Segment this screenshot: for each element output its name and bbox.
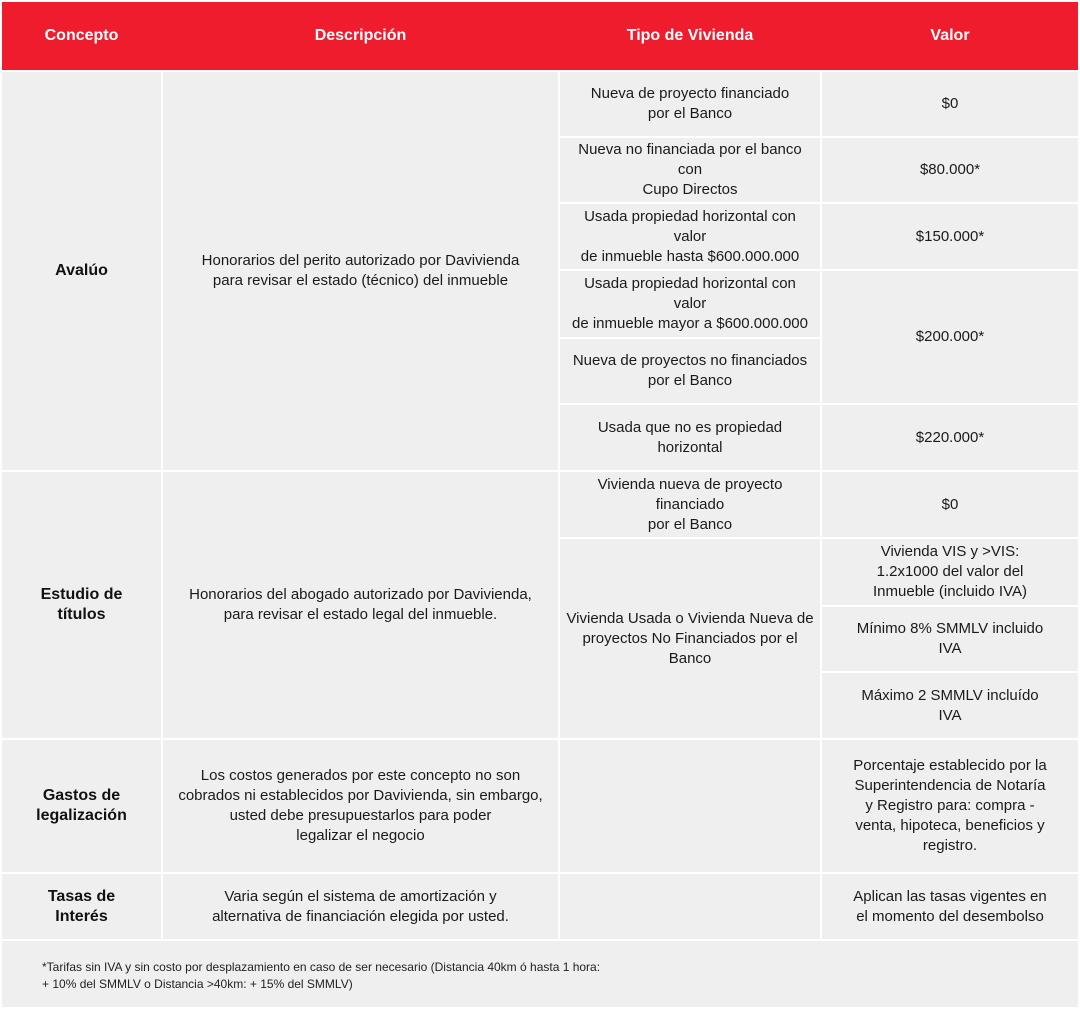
valor-cell xyxy=(822,740,1078,872)
tipo-vivienda-cell xyxy=(560,539,820,738)
valor-cell xyxy=(822,405,1078,470)
valor-line: Máximo 2 SMMLV incluído xyxy=(861,686,1039,704)
tipo-vivienda-cell xyxy=(560,138,820,202)
tipo-line: Banco xyxy=(668,649,712,667)
valor-line: IVA xyxy=(938,706,962,724)
tipo-vivienda-cell xyxy=(560,204,820,269)
tipo-line: Vivienda Usada o Vivienda Nueva de xyxy=(566,609,814,627)
tipo-vivienda-cell xyxy=(560,271,820,337)
descripcion-line: Honorarios del abogado autorizado por Davivienda, xyxy=(189,586,532,603)
descripcion-tasas-interes xyxy=(163,874,558,939)
valor-line: y Registro para: compra - xyxy=(865,797,1035,814)
valor-line: el momento del desembolso xyxy=(856,907,1044,925)
footnote-line: + 10% del SMMLV o Distancia >40km: + 15% del SMMLV) xyxy=(42,977,353,991)
tipo-vivienda-cell xyxy=(560,472,820,537)
valor-line: Superintendencia de Notaría xyxy=(854,777,1046,794)
tipo-vivienda-cell xyxy=(560,405,820,470)
footnote-line: *Tarifas sin IVA y sin costo por desplazamiento en caso de ser necesario (Distancia 40km ó hasta 1 hora: xyxy=(42,960,601,974)
valor-line: Porcentaje establecido por la xyxy=(853,757,1047,774)
header-descripcion: Descripción xyxy=(314,27,407,44)
descripcion-line: legalizar el negocio xyxy=(296,827,425,844)
valor-text: $150.000* xyxy=(915,227,985,245)
valor-cell xyxy=(822,472,1078,537)
tipo-vivienda-cell xyxy=(560,339,820,403)
valor-cell xyxy=(822,874,1078,939)
footnote xyxy=(2,941,1078,1007)
header-tipo-vivienda: Tipo de Vivienda xyxy=(626,27,754,44)
valor-line: Aplican las tasas vigentes en xyxy=(853,887,1047,905)
valor-cell xyxy=(822,271,1078,403)
concepto-line: Tasas de xyxy=(47,887,116,905)
valor-cell xyxy=(822,204,1078,269)
valor-line: registro. xyxy=(922,837,978,854)
descripcion-line: Honorarios del perito autorizado por Davivienda xyxy=(201,252,520,269)
descripcion-line: para revisar el estado (técnico) del inmueble xyxy=(212,272,509,289)
tipo-vivienda-cell xyxy=(560,72,820,136)
descripcion-line: para revisar el estado legal del inmueble. xyxy=(223,606,498,623)
tipo-line: por el Banco xyxy=(647,105,733,122)
valor-line: Inmueble (incluido IVA) xyxy=(873,583,1027,600)
tipo-line: proyectos No Financiados por el xyxy=(582,629,798,647)
valor-text: $80.000* xyxy=(919,161,981,178)
header-valor: Valor xyxy=(930,27,970,44)
valor-cell xyxy=(822,607,1078,671)
concepto-line: Interés xyxy=(55,907,108,925)
descripcion-line: usted debe presupuestarlos para poder xyxy=(229,807,492,824)
descripcion-avaluo xyxy=(163,72,558,470)
concepto-avaluo xyxy=(2,72,161,470)
valor-cell xyxy=(822,138,1078,202)
tipo-line: Cupo Directos xyxy=(642,181,738,198)
tipo-line: Usada propiedad horizontal con valor xyxy=(584,207,796,245)
valor-line: 1.2x1000 del valor del xyxy=(876,563,1024,580)
valor-text: $0 xyxy=(941,495,959,513)
tipo-vivienda-cell-empty xyxy=(560,874,820,939)
descripcion-line: alternativa de financiación elegida por usted. xyxy=(212,907,509,925)
descripcion-line: Varia según el sistema de amortización y xyxy=(224,887,497,905)
descripcion-line: cobrados ni establecidos por Davivienda, sin embargo, xyxy=(178,787,543,804)
valor-cell xyxy=(822,72,1078,136)
concepto-gastos-legalizacion xyxy=(2,740,161,872)
tipo-line: Nueva de proyectos no financiados xyxy=(572,352,808,369)
tipo-line: Nueva no financiada por el banco con xyxy=(578,141,802,178)
valor-cell xyxy=(822,673,1078,738)
valor-text: $200.000* xyxy=(915,328,985,345)
descripcion-gastos-legalizacion xyxy=(163,740,558,872)
concepto-tasas-interes xyxy=(2,874,161,939)
valor-cell xyxy=(822,539,1078,605)
tipo-line: por el Banco xyxy=(647,372,733,389)
tipo-line: Nueva de proyecto financiado xyxy=(590,85,790,102)
header-concepto: Concepto xyxy=(44,27,119,44)
tipo-line: Vivienda nueva de proyecto financiado xyxy=(597,475,783,513)
concepto-avaluo-label: Avalúo xyxy=(55,262,108,279)
tipo-line: por el Banco xyxy=(647,515,733,533)
valor-line: Mínimo 8% SMMLV incluido xyxy=(856,620,1044,637)
concepto-line: Estudio de xyxy=(40,586,123,603)
valor-line: Vivienda VIS y >VIS: xyxy=(880,543,1020,560)
tipo-line: Usada propiedad horizontal con valor xyxy=(584,275,796,312)
tipo-line: de inmueble mayor a $600.000.000 xyxy=(571,315,808,332)
valor-text: $220.000* xyxy=(915,428,985,446)
concepto-line: legalización xyxy=(36,807,127,824)
valor-line: venta, hipoteca, beneficios y xyxy=(855,817,1045,834)
concepto-line: títulos xyxy=(57,606,106,623)
tipo-vivienda-cell-empty xyxy=(560,740,820,872)
descripcion-estudio-titulos xyxy=(163,472,558,738)
concepto-line: Gastos de xyxy=(42,787,121,804)
valor-text: $0 xyxy=(941,95,959,112)
tipo-line: Usada que no es propiedad horizontal xyxy=(597,418,783,456)
valor-line: IVA xyxy=(938,640,962,657)
tipo-line: de inmueble hasta $600.000.000 xyxy=(580,247,800,265)
concepto-estudio-titulos xyxy=(2,472,161,738)
descripcion-line: Los costos generados por este concepto no son xyxy=(200,767,521,784)
